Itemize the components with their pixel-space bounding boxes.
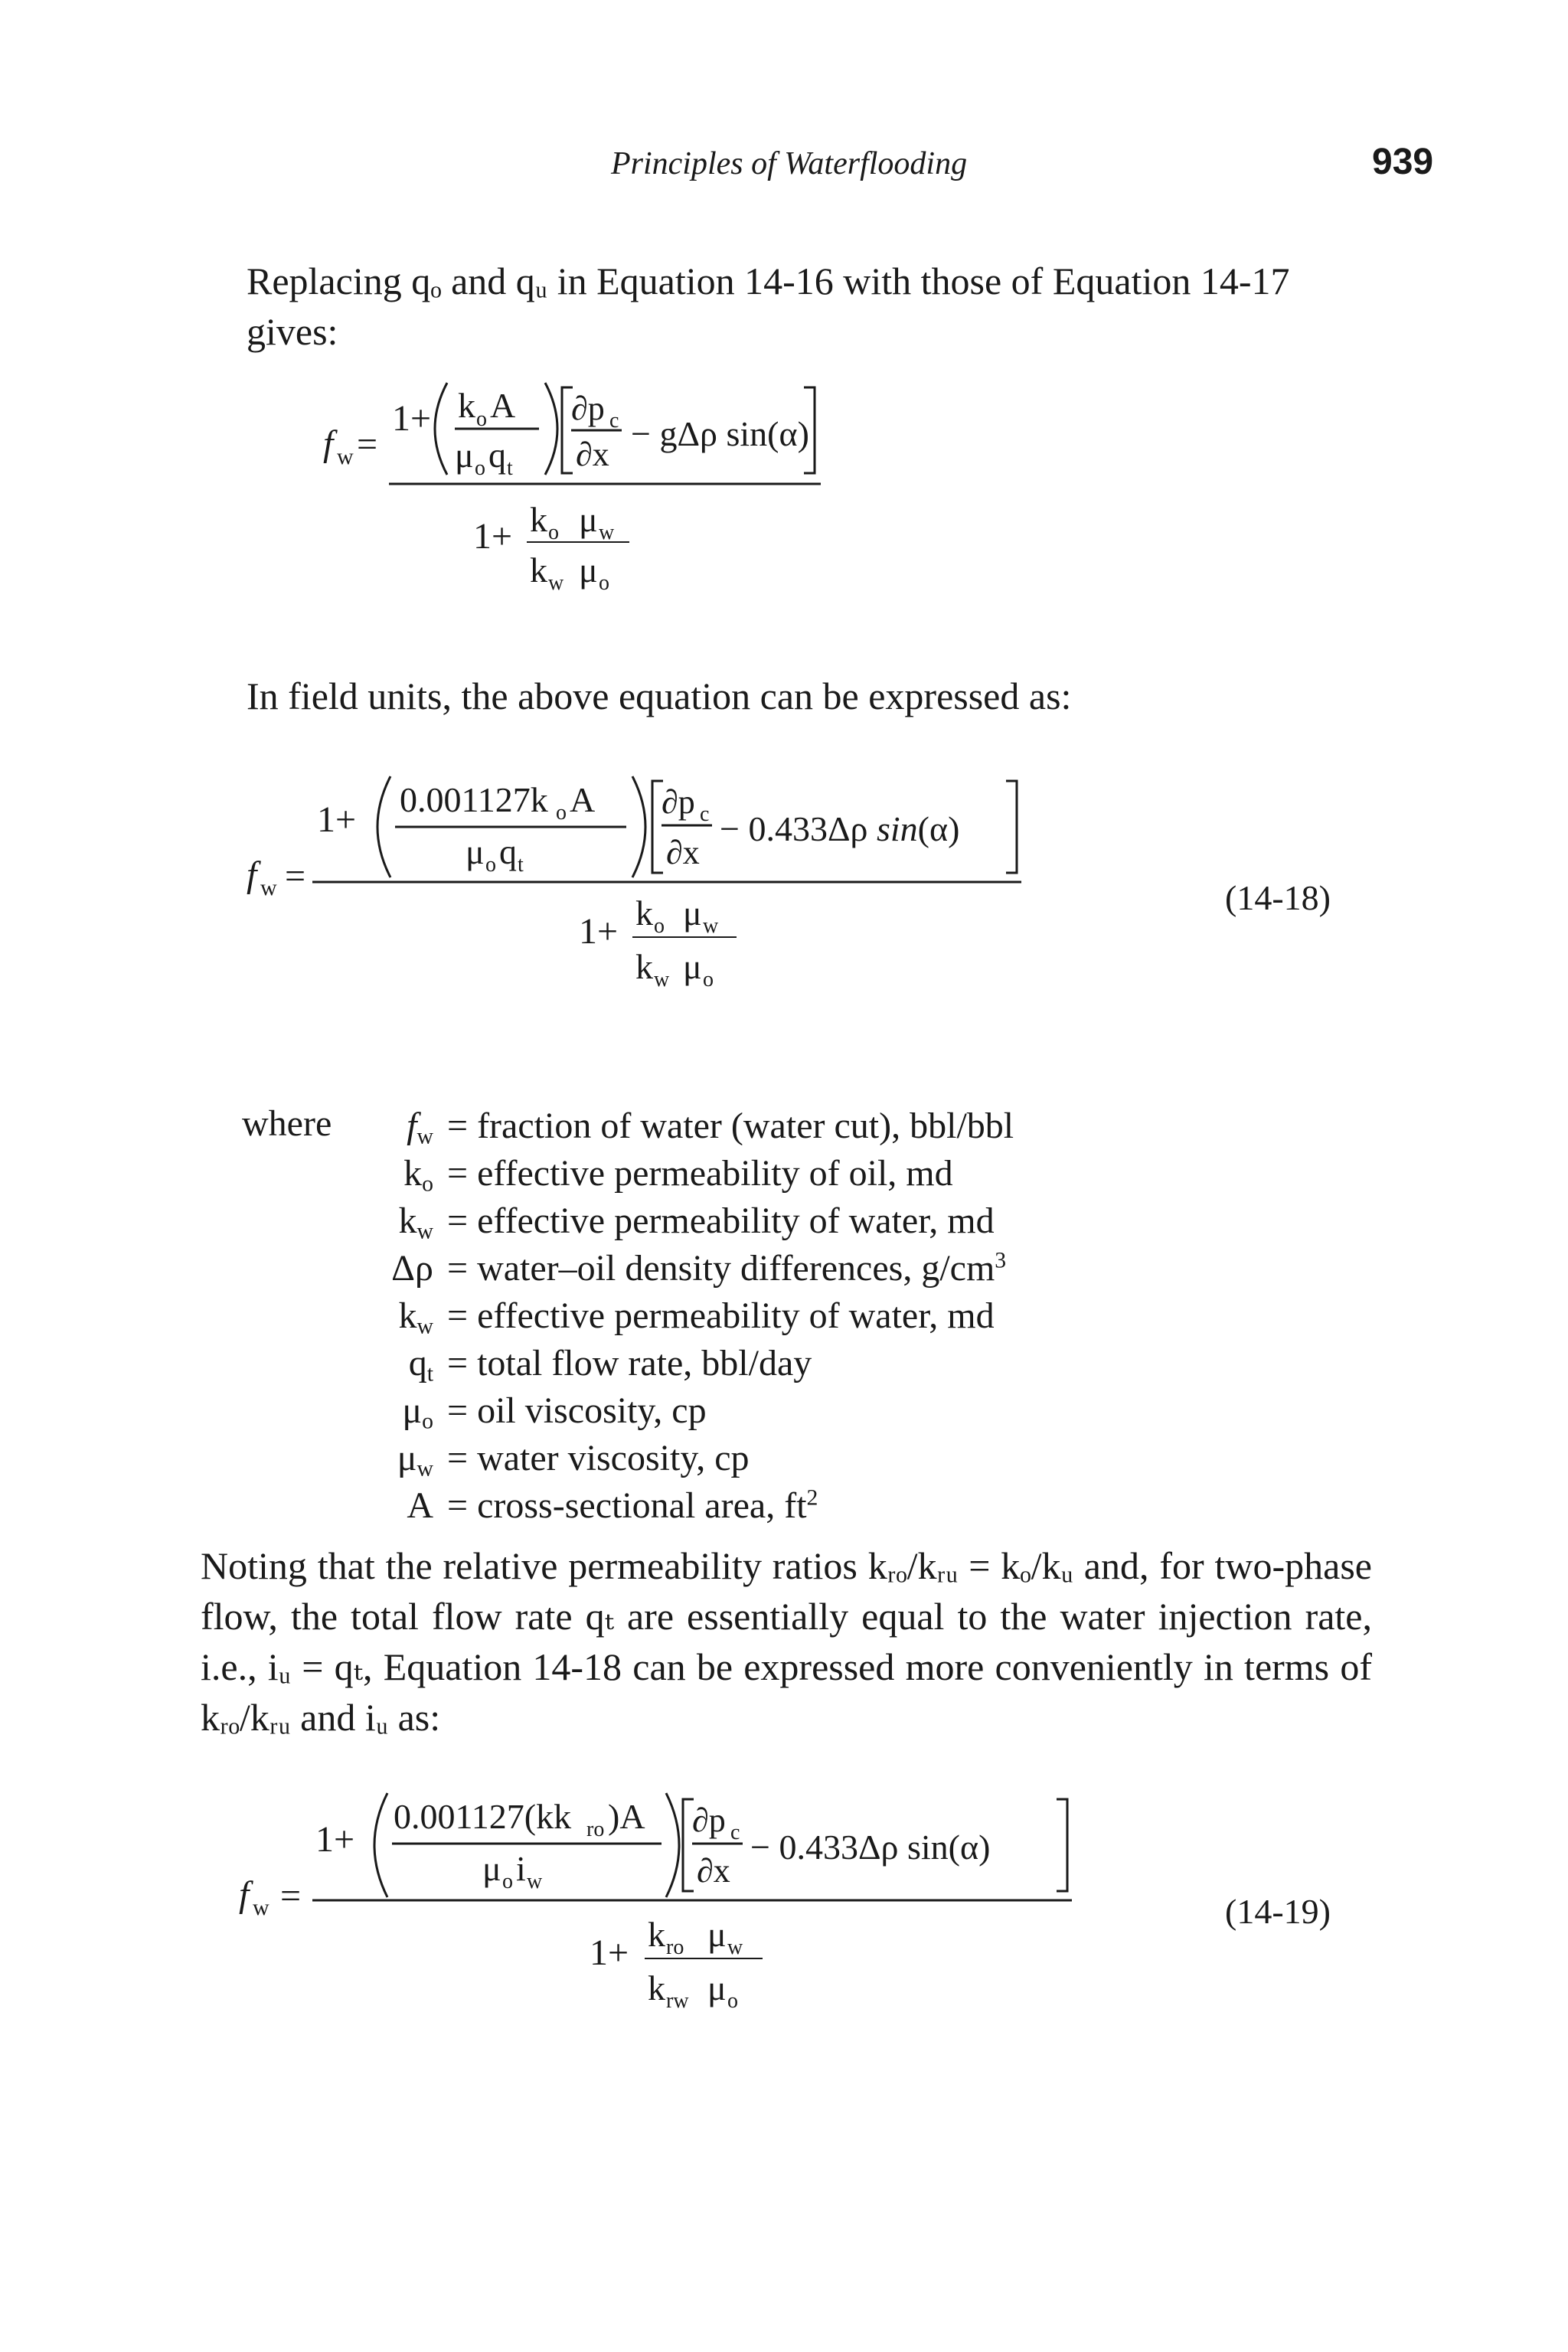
page-number: 939 [1372,142,1434,182]
svg-text:c: c [609,409,619,433]
variable-symbol: $k_w$ [398,1200,433,1244]
svg-text:k: k [648,1968,665,2007]
svg-text:k: k [530,500,547,539]
svg-text:)A: )A [608,1797,645,1836]
svg-text:=: = [357,424,378,465]
svg-text:t: t [507,456,513,480]
equation-14-18 [247,776,1021,991]
svg-text:μ: μ [466,832,485,871]
svg-text:c: c [700,802,710,826]
svg-text:1+: 1+ [590,1932,629,1973]
variable-row [337,1387,1014,1435]
svg-text:o: o [475,456,485,480]
variable-definition: = effective permeability of oil, md [447,1153,953,1194]
svg-text:1+: 1+ [315,1819,355,1860]
svg-text:=: = [280,1876,302,1916]
svg-text:1+: 1+ [473,516,513,557]
svg-text:f: f [239,1874,250,1915]
equation-general [323,383,821,595]
svg-text:k: k [635,893,653,933]
svg-text:1+: 1+ [317,799,357,840]
variable-definition: = cross-sectional area, $ft^2$ [447,1485,818,1526]
svg-text:q: q [499,832,517,871]
svg-text:w: w [527,1870,543,1893]
svg-text:μ: μ [707,1968,727,2007]
svg-text:∂p: ∂p [571,390,605,427]
svg-text:ro: ro [586,1818,605,1841]
svg-text:w: w [727,1936,743,1959]
svg-text:w: w [599,521,615,544]
svg-text:k: k [458,386,475,425]
svg-text:∂x: ∂x [697,1852,730,1890]
variable-row [337,1150,1014,1197]
svg-text:∂x: ∂x [666,834,700,871]
svg-text:o: o [502,1870,513,1893]
svg-text:1+: 1+ [579,911,619,952]
svg-text:o: o [703,968,714,991]
equation-number-14-18: (14-18) [1225,878,1331,917]
variable-row [337,1435,1014,1482]
svg-text:w: w [548,571,564,595]
variable-row [337,1245,1014,1292]
svg-text:k: k [648,1915,665,1954]
variable-symbol: $\mu_w$ [397,1438,433,1481]
svg-text:w: w [253,1895,270,1920]
variable-row [337,1197,1014,1245]
equation-14-19 [239,1793,1072,2013]
svg-text:w: w [337,444,354,469]
svg-text:ro: ro [666,1936,684,1959]
variable-definition: = oil viscosity, cp [447,1390,707,1431]
variable-row [337,1292,1014,1340]
svg-text:∂p: ∂p [662,783,695,821]
svg-text:rw: rw [666,1989,689,2013]
running-title: Principles of Waterflooding [611,146,968,181]
svg-text:− gΔρ sin(α): − gΔρ sin(α) [631,414,809,453]
variable-row [337,1340,1014,1387]
svg-text:A: A [570,780,596,819]
noting-paragraph: Noting that the relative permeability ratios kᵣₒ/kᵣᵤ = kₒ/kᵤ and, for two-phase flow, the total flow rate qₜ are essentially equal to the water injection rate, i.e., iᵤ = qₜ, Equation 14-18 can be expressed more conveniently in terms of kᵣₒ/kᵣᵤ and iᵤ as: [201,1544,1372,1739]
svg-text:1+: 1+ [392,398,432,439]
svg-text:w: w [703,914,719,938]
svg-text:− 0.433Δρ sin(α): − 0.433Δρ sin(α) [720,809,960,848]
svg-text:t: t [518,853,524,877]
svg-text:μ: μ [455,436,474,475]
variable-list [337,1102,1014,1530]
variable-symbol: $k_w$ [398,1295,433,1339]
svg-text:o: o [654,914,665,938]
variable-symbol: $q_t$ [408,1343,433,1387]
svg-text:0.001127k: 0.001127k [400,780,548,819]
svg-text:k: k [635,947,653,986]
variable-row [337,1482,1014,1530]
variable-symbol: $k_o$ [403,1153,433,1197]
svg-text:o: o [727,1989,738,2013]
field-units-sentence: In field units, the above equation can be expressed as: [247,675,1072,717]
variable-definition: = effective permeability of water, md [447,1295,995,1336]
svg-text:A: A [490,386,516,425]
intro-line-1: Replacing qₒ and qᵤ in Equation 14-16 with those of Equation 14-17 [247,260,1290,302]
svg-text:k: k [530,550,547,590]
svg-text:0.001127(kk: 0.001127(kk [394,1797,572,1836]
svg-text:w: w [654,968,670,991]
variable-definition: = effective permeability of water, md [447,1200,995,1241]
svg-text:c: c [730,1821,740,1844]
equation-number-14-19: (14-19) [1225,1892,1331,1931]
svg-text:o: o [548,521,559,544]
svg-text:o: o [476,407,487,431]
where-label: where [242,1103,332,1144]
svg-text:q: q [488,436,506,475]
svg-text:μ: μ [707,1915,727,1954]
intro-line-2: gives: [247,310,338,353]
variable-row [337,1102,1014,1150]
variable-symbol: $f_w$ [407,1106,433,1149]
svg-text:μ: μ [683,947,702,986]
svg-text:o: o [485,853,496,877]
variable-definition: = water viscosity, cp [447,1438,750,1478]
svg-text:∂x: ∂x [576,436,609,473]
variable-definition: = water–oil density differences, $g/cm^3$ [447,1247,1007,1289]
svg-text:=: = [285,856,306,897]
svg-text:μ: μ [579,550,598,590]
variable-symbol: Δρ [391,1248,433,1289]
variable-symbol: A [407,1485,433,1526]
svg-text:μ: μ [683,893,702,933]
svg-text:w: w [260,875,277,900]
svg-text:f: f [247,854,257,895]
svg-text:∂p: ∂p [692,1802,726,1839]
variable-definition: = fraction of water (water cut), bbl/bbl [447,1106,1014,1146]
svg-text:μ: μ [482,1849,501,1888]
svg-text:− 0.433Δρ sin(α): − 0.433Δρ sin(α) [750,1828,991,1867]
svg-text:o: o [556,801,567,825]
svg-text:i: i [516,1849,526,1888]
svg-text:o: o [599,571,609,595]
svg-text:f: f [323,423,334,464]
svg-text:μ: μ [579,500,598,539]
variable-definition: = total flow rate, bbl/day [447,1343,812,1383]
variable-symbol: $\mu_o$ [402,1390,433,1434]
